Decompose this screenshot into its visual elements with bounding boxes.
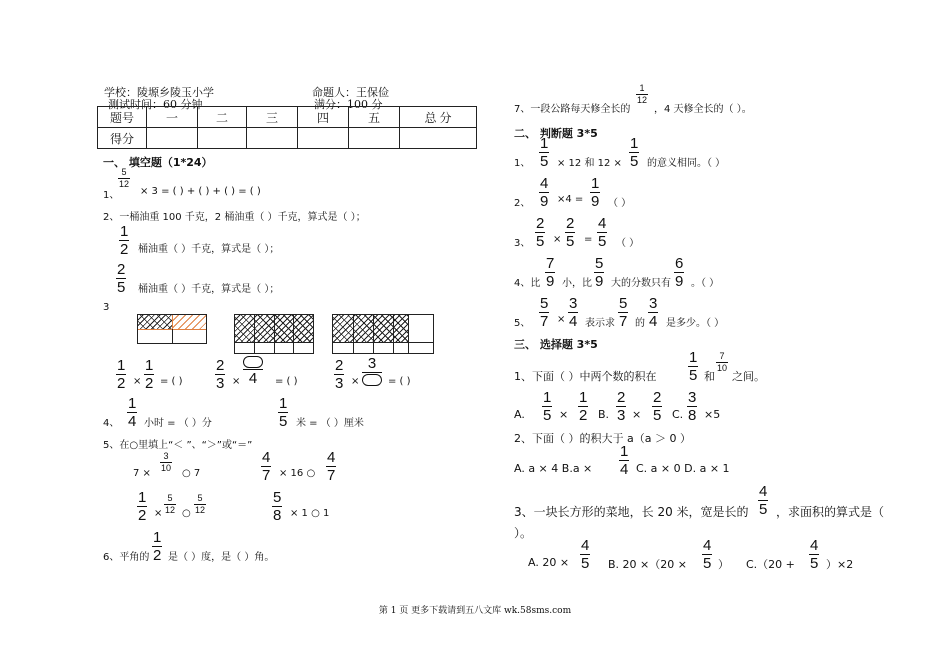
q5b-fraction: 4 7 <box>262 449 271 484</box>
c2-options-ab[interactable]: A. a × 4 B.a × <box>514 462 593 475</box>
j5-prefix: 5、 <box>514 318 531 329</box>
times-sign: × <box>232 376 241 387</box>
j1-mid: × 12 和 12 × <box>557 158 622 169</box>
c1-fraction: 1 5 <box>689 349 698 384</box>
c1-c-fraction: 3 8 <box>688 389 697 424</box>
j1-text: 的意义相同。（ ） <box>647 158 726 169</box>
j5-fraction-2: 3 4 <box>569 295 578 330</box>
q5d-fraction: 5 8 <box>273 489 282 524</box>
table-cell: 四 <box>298 107 349 128</box>
c3-tail: ，求面积的算式是（ <box>776 505 885 519</box>
j5-fraction: 5 7 <box>540 295 549 330</box>
c1-a-fraction-2: 1 2 <box>579 389 588 424</box>
c2-options-cd[interactable]: C. a × 0 D. a × 1 <box>636 462 730 475</box>
c3-b-tail: ） <box>718 558 729 571</box>
table-cell: 五 <box>349 107 400 128</box>
c1-a-times: × <box>559 408 569 421</box>
j2-prefix: 2、 <box>514 198 531 209</box>
c1-and: 和 <box>704 370 715 383</box>
score-label: 满分：100 分 <box>314 98 383 111</box>
q3-e2-tail: = ( ) <box>275 376 298 387</box>
q5c-fraction-2: 5 12 <box>165 493 176 515</box>
q3-e1-tail: = ( ) <box>160 376 183 387</box>
q2b-fraction: 2 5 <box>117 261 126 296</box>
school-label: 学校：陵塬乡陵玉小学 <box>104 86 214 99</box>
q2a-text: 桶油重（ ）千克，算式是（ ）； <box>138 244 280 255</box>
q4-fraction-2: 1 5 <box>279 395 288 430</box>
j4-mid-2: 大的分数只有 <box>611 278 671 289</box>
score-table-header-row <box>98 107 477 128</box>
c3-c-tail: ）×2 <box>826 558 854 571</box>
q2-text: 2、一桶油重 100 千克，2 桶油重（ ）千克，算式是（ ）； <box>103 212 366 223</box>
q5d-tail: × 1 ○ 1 <box>290 508 330 519</box>
j3-fraction-3: 4 5 <box>598 215 607 250</box>
q4-prefix: 4、 <box>103 418 120 429</box>
q3-e3-tail: = ( ) <box>388 376 411 387</box>
q7-prefix: 7、一段公路每天修全长的 <box>514 104 631 115</box>
divider <box>408 315 409 353</box>
c1-a-fraction-1: 1 5 <box>543 389 552 424</box>
c3-line2: ）。 <box>514 526 533 540</box>
hatched-area <box>333 315 408 342</box>
q6-prefix: 6、平角的 <box>103 552 150 563</box>
table-cell[interactable] <box>247 128 298 149</box>
c1-c-tail: ×5 <box>704 408 721 421</box>
q7-fraction: 1 12 <box>637 83 648 105</box>
divider <box>293 315 294 353</box>
j5-fraction-4: 3 4 <box>649 295 658 330</box>
q4-text-1: 小时 = （ ）分 <box>144 418 212 429</box>
j3-fraction: 2 5 <box>536 215 545 250</box>
c3-c-fraction: 4 5 <box>810 537 819 572</box>
j5-mid-2: 表示求 <box>585 318 615 329</box>
c1-b-fraction-1: 2 3 <box>617 389 626 424</box>
q5c-fraction: 1 2 <box>138 489 147 524</box>
q5c-times: × <box>154 508 163 519</box>
q1-fraction: 5 12 <box>119 167 130 189</box>
j4-fraction-3: 6 9 <box>675 255 684 290</box>
section3-title: 三、 选择题 3*5 <box>514 338 598 351</box>
table-cell: 题号 <box>98 107 147 128</box>
j1-prefix: 1、 <box>514 158 531 169</box>
c3-text: 3、一块长方形的菜地，长 20 米，宽是长的 <box>514 505 749 519</box>
j3-times: × <box>553 234 562 245</box>
j5-fraction-3: 5 7 <box>619 295 628 330</box>
j3-equals: = <box>584 234 593 245</box>
divider <box>353 315 354 353</box>
q5-text: 5、在○里填上“＜ ”、“＞”或“＝” <box>103 440 253 451</box>
score-table-score-row <box>98 128 477 149</box>
j3-prefix: 3、 <box>514 238 531 249</box>
j4-mid: 小，比 <box>562 278 592 289</box>
j2-fraction-2: 1 9 <box>591 175 600 210</box>
divider <box>274 315 275 353</box>
c1-b-times: × <box>632 408 642 421</box>
j2-fraction: 4 9 <box>540 175 549 210</box>
divider <box>393 315 394 353</box>
divider <box>172 329 173 343</box>
c3-fraction: 4 5 <box>759 483 768 518</box>
orange-cell <box>172 315 206 330</box>
j3-text: （ ） <box>616 238 640 249</box>
q5c-fraction-3: 5 12 <box>195 493 206 515</box>
q2b-text: 桶油重（ ）千克，算式是（ ）； <box>138 284 280 295</box>
table-cell: 一 <box>147 107 198 128</box>
page-footer: 第 1 页 更多下载请到五八文库 wk.58sms.com <box>378 606 572 616</box>
table-cell: 总 分 <box>400 107 477 128</box>
table-cell[interactable] <box>147 128 198 149</box>
times-sign: × <box>351 376 360 387</box>
c3-option-a[interactable]: A. 20 × <box>528 556 570 569</box>
divider <box>373 315 374 353</box>
c3-b-fraction: 4 5 <box>703 537 712 572</box>
j1-fraction-2: 1 5 <box>630 135 639 170</box>
c3-option-b[interactable]: B. 20 ×（20 × <box>608 558 687 571</box>
times-sign: × <box>133 376 142 387</box>
c1-text: 之间。 <box>732 370 765 383</box>
q3-e1-fraction-a: 1 2 <box>117 357 126 392</box>
c3-a-fraction: 4 5 <box>581 537 590 572</box>
table-cell: 得分 <box>98 128 147 149</box>
table-cell: 三 <box>247 107 298 128</box>
q5c-compare[interactable]: ○ <box>182 508 191 519</box>
q2a-fraction: 1 2 <box>120 223 129 258</box>
q5b-fraction-2: 4 7 <box>327 449 336 484</box>
q3-diagram-1 <box>137 314 207 344</box>
table-cell: 二 <box>198 107 247 128</box>
c2-text: 2、下面（ ）的积大于 a（a ＞ 0 ） <box>514 432 691 445</box>
table-cell[interactable] <box>400 128 477 149</box>
blank-box[interactable] <box>362 374 382 386</box>
blank-box[interactable] <box>243 356 263 368</box>
section2-title: 二、 判断题 3*5 <box>514 127 598 140</box>
q3-diagram-2 <box>234 314 314 354</box>
q6-fraction: 1 2 <box>153 529 162 564</box>
c1-option-b-label[interactable]: B. <box>598 408 610 421</box>
j4-text: 。（ ） <box>691 278 720 289</box>
score-table <box>97 106 477 149</box>
j2-text: （ ） <box>608 198 632 209</box>
q3-e3-fraction-b: 3 <box>362 356 382 386</box>
divider <box>254 315 255 353</box>
q6-text: 是（ ）度，是（ ）角。 <box>168 552 275 563</box>
c1-prefix: 1、下面（ ）中两个数的积在 <box>514 370 657 383</box>
j5-mid-3: 的 <box>635 318 645 329</box>
q3-e2-fraction-a: 2 3 <box>216 357 225 392</box>
j4-prefix: 4、比 <box>514 278 541 289</box>
table-cell[interactable] <box>198 128 247 149</box>
q7-text: ，4 天修全长的（ ）。 <box>654 104 752 115</box>
j4-fraction-2: 5 9 <box>595 255 604 290</box>
c1-b-fraction-2: 2 5 <box>653 389 662 424</box>
j4-fraction: 7 9 <box>546 255 555 290</box>
c1-fraction-2: 7 10 <box>717 351 728 373</box>
c1-option-c-label[interactable]: C. <box>672 408 684 421</box>
c2-fraction: 1 4 <box>620 443 629 478</box>
divider <box>333 342 433 343</box>
q4-text-2: 米 = （ ）厘米 <box>296 418 364 429</box>
section1-title: 一、 填空题（1*24） <box>103 156 213 169</box>
author-label: 命题人：王保俭 <box>312 86 389 99</box>
q3-diagram-3 <box>332 314 434 354</box>
q5a-prefix: 7 × <box>133 468 151 479</box>
j1-fraction: 1 5 <box>540 135 549 170</box>
q1-prefix: 1、 <box>103 190 120 201</box>
table-cell[interactable] <box>349 128 400 149</box>
j5-times: × <box>557 314 566 325</box>
table-cell[interactable] <box>298 128 349 149</box>
j5-text: 是多少。（ ） <box>666 318 725 329</box>
q5a-fraction: 3 10 <box>161 451 172 473</box>
q3-label: 3 <box>103 302 110 313</box>
q5b-tail: × 16 ○ <box>279 468 316 479</box>
time-label: 测试时间：60 分钟 <box>108 98 203 111</box>
hatched-cell <box>138 315 173 330</box>
q3-e3-fraction-a: 2 3 <box>335 357 344 392</box>
j3-fraction-2: 2 5 <box>566 215 575 250</box>
q1-expression: × 3 = ( ) + ( ) + ( ) = ( ) <box>140 186 261 197</box>
q4-fraction-1: 1 4 <box>128 395 137 430</box>
c3-option-c[interactable]: C.（20 + <box>746 558 795 571</box>
j2-mid: ×4 = <box>557 194 584 205</box>
q3-e2-fraction-b: 4 <box>243 356 263 386</box>
c1-option-a-label[interactable]: A. <box>514 408 525 421</box>
q3-e1-fraction-b: 1 2 <box>145 357 154 392</box>
q5a-tail: ○ 7 <box>182 468 201 479</box>
